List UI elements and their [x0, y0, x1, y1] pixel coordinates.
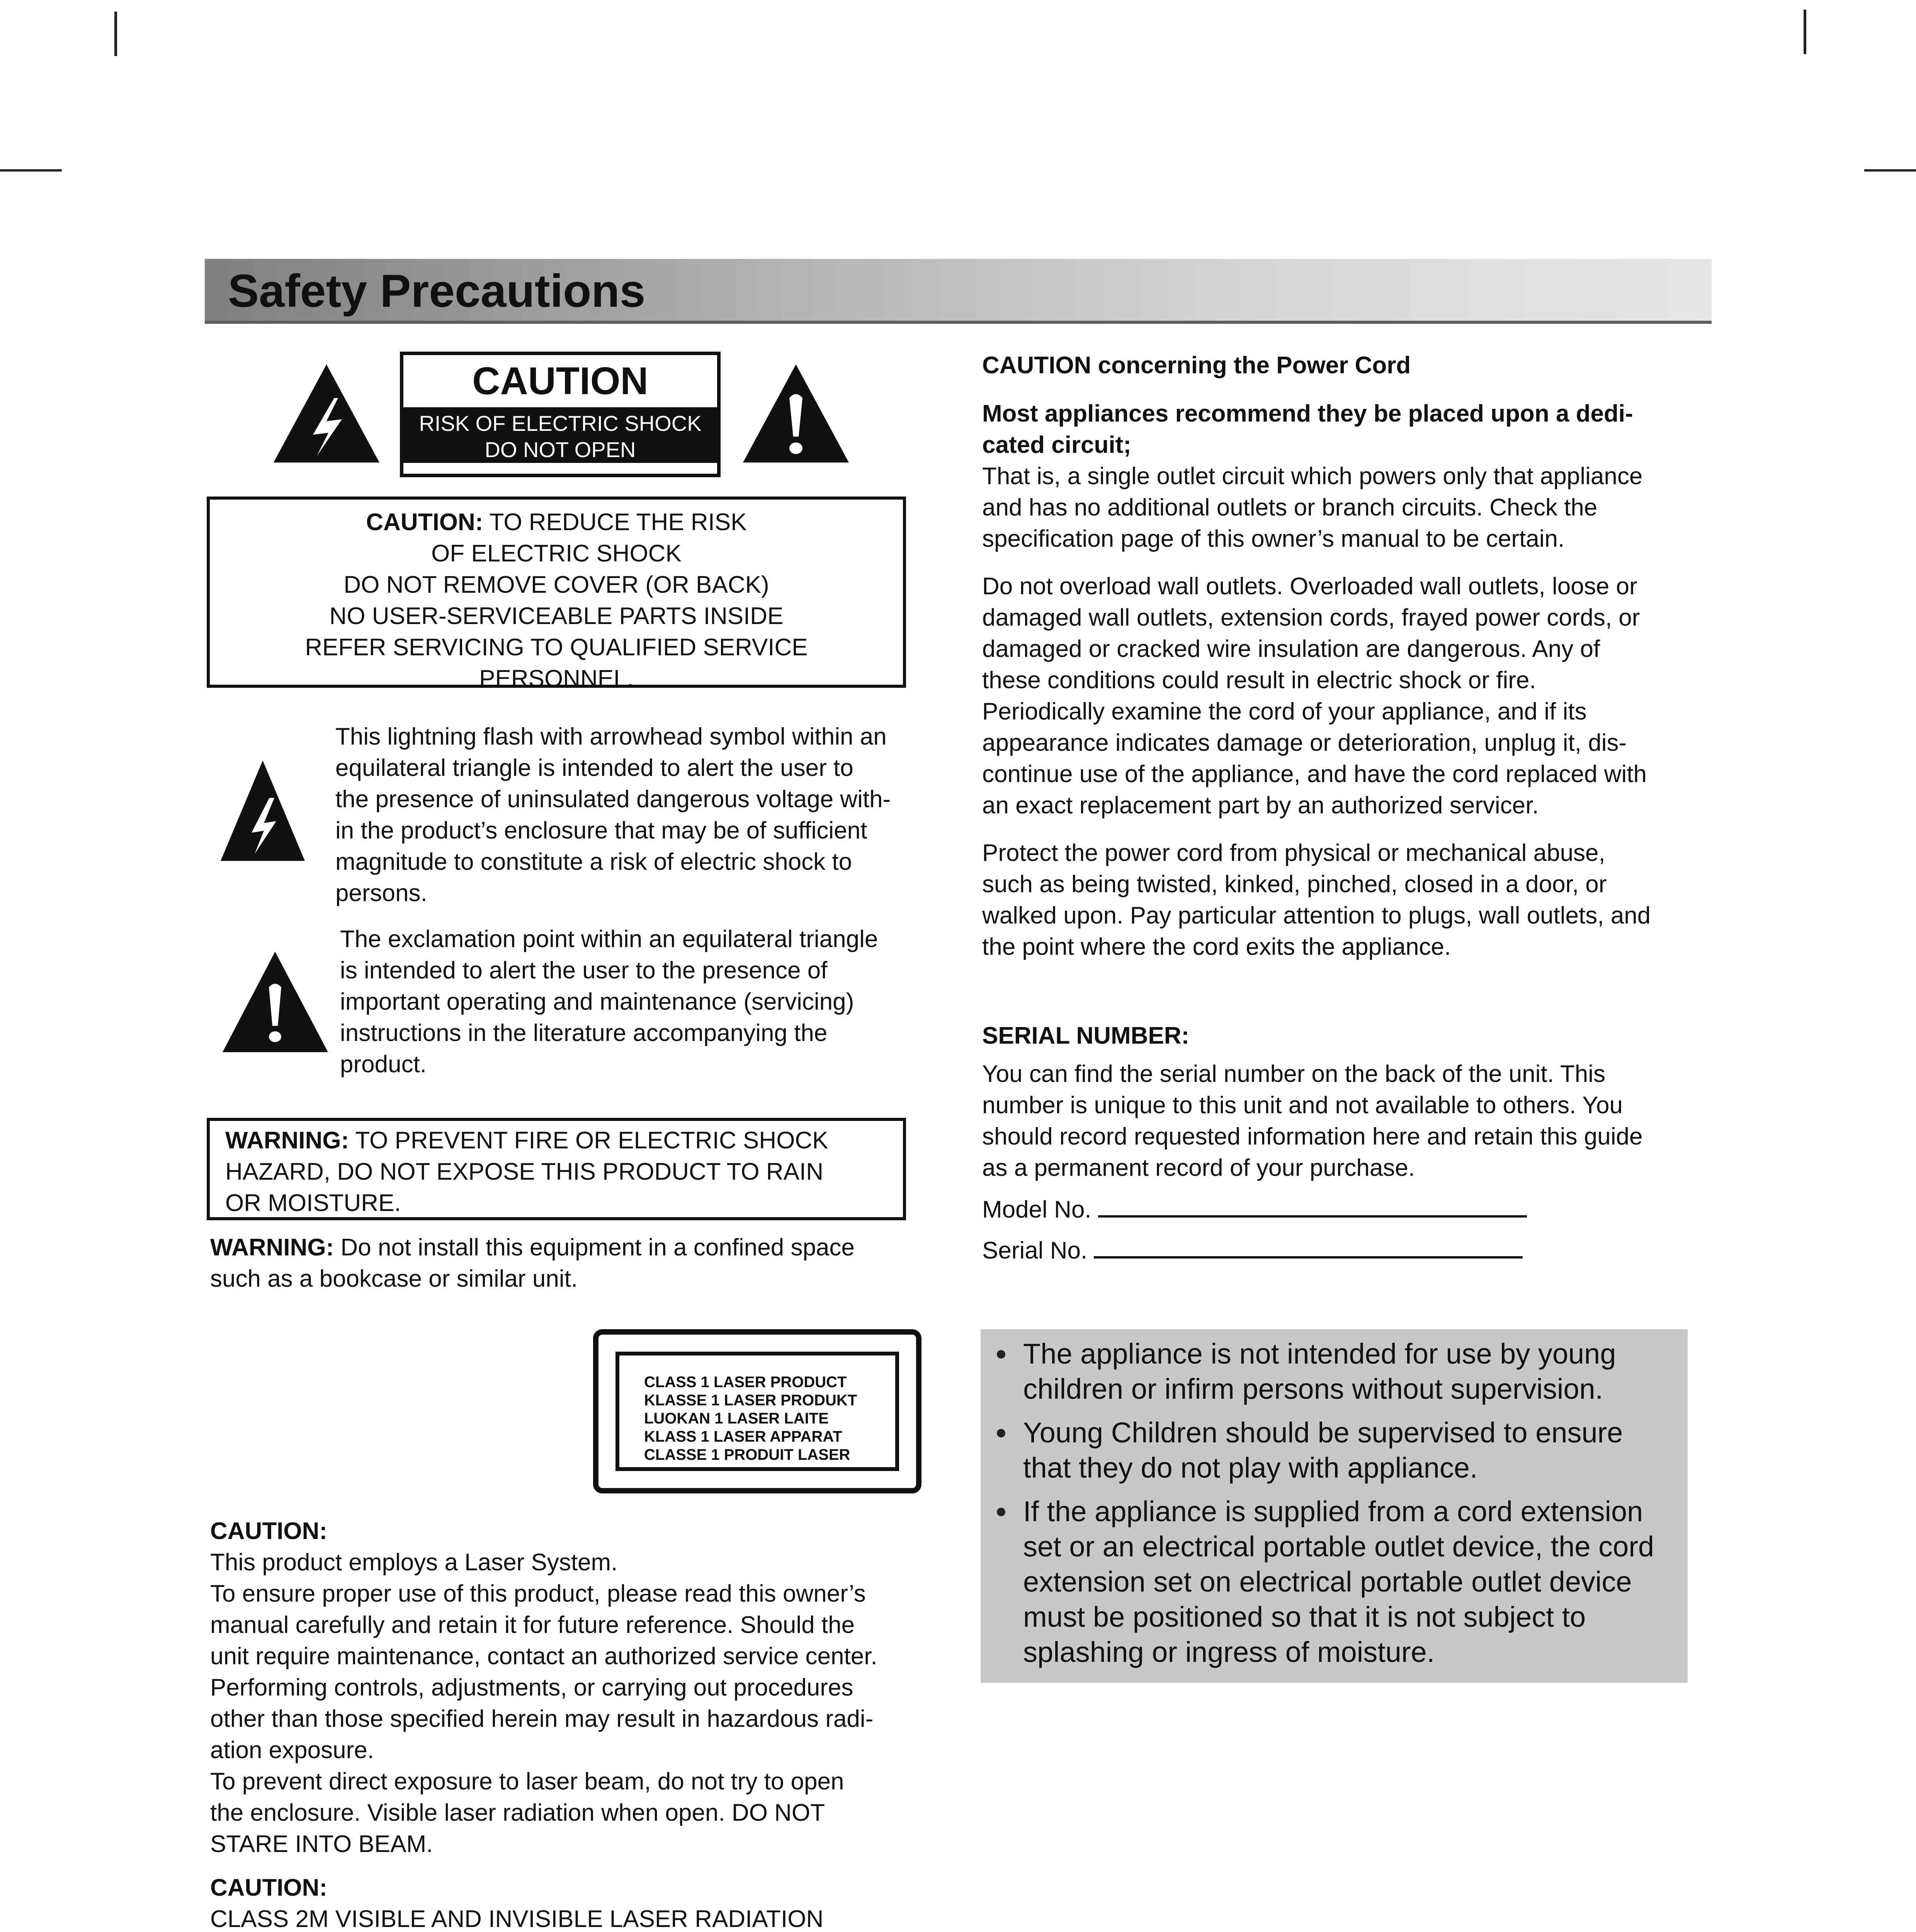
caution-box: CAUTION: TO REDUCE THE RISK OF ELECTRIC SHOCK DO NOT REMOVE COVER (OR BACK) NO USER-SERVICEABLE PARTS INSIDE REFER SERVICING TO QUALIFIED SERVICE PERSONNEL. [207, 497, 906, 688]
bullet-icon [997, 1350, 1005, 1359]
list-item: The appliance is not intended for use by young children or infirm persons without supervision. [981, 1336, 1688, 1406]
power-cord-subheading: Most appliances recommend they be placed upon a dedi- cated circuit; [982, 400, 1633, 458]
warning-box: WARNING: TO PREVENT FIRE OR ELECTRIC SHOCK HAZARD, DO NOT EXPOSE THIS PRODUCT TO RAIN OR MOISTURE. [207, 1118, 906, 1220]
exclamation-triangle-icon [220, 949, 330, 1055]
crop-mark [1864, 169, 1916, 172]
power-cord-para2: Do not overload wall outlets. Overloaded wall outlets, loose or damaged wall outlets, extension cords, frayed power cords, or damaged or cracked wire insulation are dangerous. Any of these conditions could result in electric shock or fire. Periodically examine the cord of your appliance, and if its appearance indicates damage or deterioration, unplug it, dis- continue use of the appliance, and have the cord replaced with an exact replacement part by an authorized servicer. [982, 573, 1647, 819]
section-heading: SERIAL NUMBER: [982, 1022, 1190, 1049]
warning-install: WARNING: Do not install this equipment in a confined space such as a bookcase or similar unit. [210, 1234, 855, 1292]
caution-lead: CAUTION: [366, 509, 483, 536]
section-heading: CAUTION concerning the Power Cord [982, 352, 1411, 379]
power-cord-section [982, 350, 1716, 963]
power-cord-para1: That is, a single outlet circuit which powers only that appliance and has no additional outlets or branch circuits. Check the specification page of this owner’s manual to be certain. [982, 463, 1643, 552]
caution-label-title: CAUTION [472, 359, 648, 403]
serial-number-blank[interactable] [1094, 1233, 1523, 1259]
laser-label-text: CLASS 1 LASER PRODUCT KLASSE 1 LASER PRODUKT LUOKAN 1 LASER LAITE KLASS 1 LASER APPARAT CLASSE 1 PRODUIT LASER [644, 1374, 857, 1463]
lightning-warning-icon [270, 361, 383, 466]
model-number-blank[interactable] [1098, 1192, 1527, 1218]
list-item: Young Children should be supervised to ensure that they do not play with appliance. [981, 1415, 1688, 1485]
list-item: If the appliance is supplied from a cord extension set or an electrical portable outlet device, the cord extension set on electrical portable outlet device must be positioned so that it is not subject to splashing or ingress of moisture. [981, 1494, 1688, 1670]
crop-mark [1804, 10, 1806, 54]
notice-box [981, 1329, 1688, 1683]
laser-product-label [593, 1329, 921, 1493]
page-title: Safety Precautions [228, 265, 646, 317]
exclamation-warning-icon [740, 361, 852, 466]
laser-caution: CAUTION: This product employs a Laser System. To ensure proper use of this product, please read this owner’s manual carefully and retain it for future reference. Should the unit require maintenance, contact an authorized service center. Performing controls, adjustments, or carrying out procedures other than those specified herein may result in hazardous radi- ation exposure. To prevent direct exposure to laser beam, do not try to open the enclosure. Visible laser radiation when open. DO NOT STARE INTO BEAM. [210, 1518, 877, 1857]
serial-number-field[interactable]: Serial No. [982, 1233, 1716, 1266]
bullet-icon [997, 1429, 1005, 1437]
bullet-icon [997, 1508, 1005, 1516]
serial-number-section: SERIAL NUMBER: You can find the serial number on the back of the unit. This number is unique to this unit and not available to others. You should record requested information here and retain this guide as a permanent record of your purchase. Model No. Serial No. [982, 1020, 1716, 1266]
section-heading: CAUTION: [210, 1874, 328, 1901]
lightning-note: This lightning flash with arrowhead symbol within an equilateral triangle is intended to alert the user to the presence of uninsulated dangerous voltage with- in the product’s enclosure that may be of sufficient magnitude to constitute a risk of electric shock to persons. [335, 723, 891, 906]
crop-mark [0, 169, 62, 172]
caution-label-subtitle: RISK OF ELECTRIC SHOCK DO NOT OPEN [403, 407, 717, 463]
caution-label [400, 352, 721, 477]
class2m-caution: CAUTION: CLASS 2M VISIBLE AND INVISIBLE LASER RADIATION [210, 1874, 824, 1932]
lightning-triangle-icon [218, 757, 307, 864]
crop-mark [114, 12, 117, 56]
model-number-field[interactable]: Model No. [982, 1192, 1716, 1225]
power-cord-para3: Protect the power cord from physical or mechanical abuse, such as being twisted, kinked, pinched, closed in a door, or walked upon. Pay particular attention to plugs, wall outlets, and the point where the cord exits the appliance. [982, 840, 1651, 960]
section-header [205, 259, 1712, 324]
exclamation-note: The exclamation point within an equilateral triangle is intended to alert the user to the presence of important operating and maintenance (servicing) instructions in the literature accompanying the product. [340, 926, 878, 1078]
section-heading: CAUTION: [210, 1518, 328, 1544]
